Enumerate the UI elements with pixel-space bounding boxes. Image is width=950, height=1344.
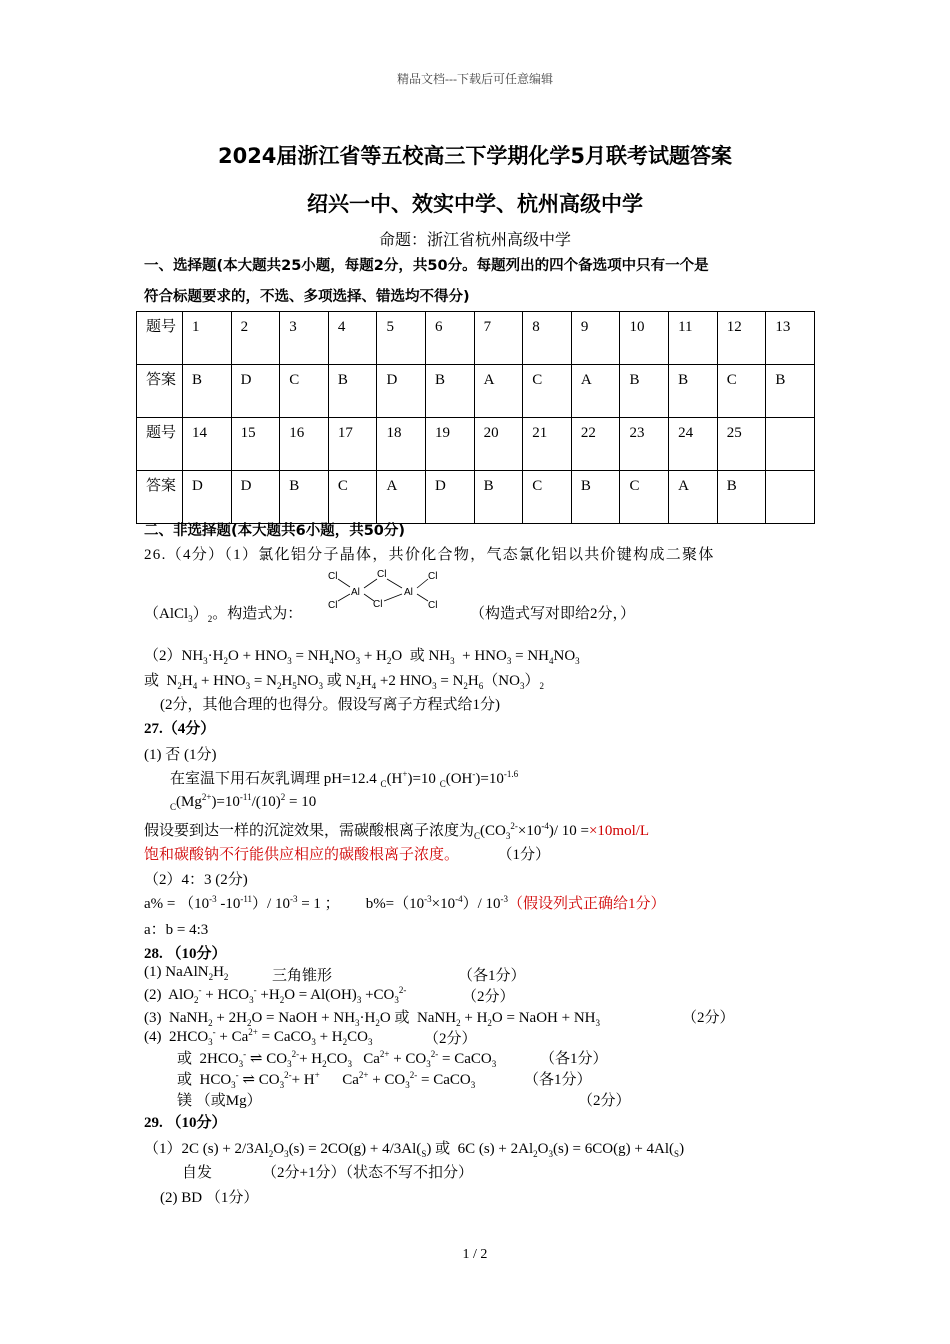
table-cell: D [231, 365, 280, 418]
sub: 2 [208, 972, 214, 982]
text: = 10 [285, 794, 317, 810]
text: ×10 [431, 896, 456, 912]
q26-line1: 26.（4分）（1）氯化铝分子晶体，共价化合物，气态氯化铝以共价键构成二聚体 [144, 547, 715, 563]
table-cell: 2 [231, 312, 280, 365]
q26-eq2: 或 $N_2H_4 + HNO_3 = N_2H_5NO_3$ 或 $N_2H_4 +2$ $HNO_3 = N_2H_6(NO_3)_2$ [144, 673, 544, 691]
sub: C [474, 831, 481, 841]
table-cell: D [231, 471, 280, 524]
table-cell: 11 [669, 312, 718, 365]
text: (1) NaAlN [144, 964, 209, 980]
text: (CO [480, 823, 506, 839]
table-cell: 9 [571, 312, 620, 365]
dimer-close: ） [192, 606, 208, 622]
table-cell: C [717, 365, 766, 418]
q29-p1-score: （2分+1分）（状态不写不扣分） [262, 1165, 473, 1181]
text: a% = （10 [144, 896, 210, 912]
table-cell: B [669, 365, 718, 418]
q28-p1 [144, 964, 228, 982]
table-cell: 5 [377, 312, 426, 365]
text: -10 [216, 896, 241, 912]
table-cell: A [377, 471, 426, 524]
table-cell: B [766, 365, 815, 418]
table-cell: D [377, 365, 426, 418]
table-cell: C [620, 471, 669, 524]
page-number: 1 / 2 [462, 1247, 488, 1262]
table-cell: 24 [669, 418, 718, 471]
q28-heading: 28. （10分） [144, 946, 227, 962]
cl-atom: Cl [328, 571, 338, 582]
table-cell: D [426, 471, 475, 524]
table-cell: A [474, 365, 523, 418]
q-label: 题号 [137, 312, 183, 365]
sup: 2- [510, 821, 518, 831]
table-cell: 17 [328, 418, 377, 471]
sub: C [439, 779, 446, 789]
table-cell: C [523, 365, 572, 418]
table-cell: 4 [328, 312, 377, 365]
q27-p2: （2）4：3 (2分) [144, 872, 248, 888]
q28-p2-score: （2分） [462, 989, 515, 1005]
table-row [137, 418, 815, 471]
table-cell: 7 [474, 312, 523, 365]
cl-atom: Cl [377, 569, 387, 580]
q27-ratio: a：b = 4:3 [144, 922, 209, 938]
q28-p4: (4) $2HCO_3^- + Ca^{2+}$ = CaCO$_3$ + $H_2CO_3$ [144, 1027, 373, 1047]
sup: - [472, 769, 476, 779]
table-cell: B [328, 365, 377, 418]
text: 在室温下用石灰乳调理 pH=12.4 [170, 771, 381, 787]
q28-p4-alt2-score: （各1分） [524, 1072, 592, 1088]
table-row [137, 365, 815, 418]
q27-co3-line [144, 819, 649, 841]
a-label: 答案 [137, 365, 183, 418]
schools-title: 绍兴一中、效实中学、杭州高级中学 [307, 192, 643, 216]
q28-p3-score: （2分） [682, 1010, 735, 1026]
text: /(10) [251, 794, 281, 810]
q28-p4-mg-score: （2分） [578, 1093, 631, 1109]
text: (OH [445, 771, 473, 787]
q28-p4-alt1-score: （各1分） [540, 1051, 608, 1067]
answer-table [136, 311, 815, 524]
q26-scoring: (2分，其他合理的也得分。假设写离子方程式给1分) [160, 697, 500, 713]
q27-a-b-line [144, 892, 666, 913]
table-cell: 13 [766, 312, 815, 365]
sub: 2 [223, 972, 229, 982]
header-note: 精品文档---下载后可任意编辑 [397, 72, 553, 86]
sup: -4 [541, 821, 549, 831]
q26-eq1: $(2)NH_3\cdot H_2O + HNO_3 = NH_4NO_3 + H_2O$ 或 $NH_3 + HNO_3 = NH_4NO_3$ [144, 648, 580, 666]
text: = 1 ； [297, 896, 340, 912]
text: ）/ 10 [252, 896, 290, 912]
text: (Mg [176, 794, 202, 810]
q27-heading: 27.（4分） [144, 721, 216, 737]
sup: -3 [209, 894, 217, 904]
q27-conclusion [144, 843, 550, 864]
cl-atom: Cl [328, 600, 338, 611]
text: )=10 [475, 771, 504, 787]
table-cell: C [523, 471, 572, 524]
sup: 2+ [201, 792, 212, 802]
text: ）/ 10 [462, 896, 501, 912]
sub: 3 [188, 614, 193, 624]
table-cell: 20 [474, 418, 523, 471]
q28-p1-score: （各1分） [458, 968, 526, 984]
sup: -3 [289, 894, 298, 904]
q27-p1: (1) 否 (1分) [144, 747, 217, 763]
sup: -11 [240, 894, 253, 904]
sup: -3 [500, 894, 509, 904]
al-atom: Al [351, 587, 360, 598]
al-atom: Al [404, 587, 413, 598]
setter-line: 命题：浙江省杭州高级中学 [378, 230, 571, 249]
table-cell: 8 [523, 312, 572, 365]
table-cell: 1 [183, 312, 232, 365]
struct-label: 。构造式为： [212, 606, 303, 622]
table-cell: 16 [280, 418, 329, 471]
sup: -4 [455, 894, 463, 904]
table-cell [766, 418, 815, 471]
sub: C [170, 802, 177, 812]
text: ×10 [517, 823, 542, 839]
section1-line2: 符合标题要求的，不选、多项选择、错选均不得分) [144, 289, 470, 305]
cl-atom: Cl [428, 600, 438, 611]
table-cell: B [183, 365, 232, 418]
q28-p4-score: （2分） [424, 1031, 477, 1047]
table-cell: 12 [717, 312, 766, 365]
text: )=10 [211, 794, 240, 810]
dimer-prefix: （AlCl [144, 606, 189, 622]
table-cell: 21 [523, 418, 572, 471]
q26-struct-note: （构造式写对即给2分，） [470, 606, 636, 622]
table-cell: C [328, 471, 377, 524]
table-cell: 3 [280, 312, 329, 365]
table-cell: B [571, 471, 620, 524]
section1-line1: 一、选择题(本大题共25小题，每题2分，共50分。每题列出的四个备选项中只有一个是 [144, 258, 709, 274]
table-cell: A [669, 471, 718, 524]
sup: -11 [239, 792, 252, 802]
q28-p4-mg: 镁 （或Mg） [177, 1093, 262, 1109]
q28-p4-alt2: 或 $HCO_3^-$ ⇌ $CO_3^{2-}+ H^+$ $Ca^{2+} + CO_3^{2-}$ = CaCO$_3$ [177, 1070, 476, 1090]
table-cell: A [571, 365, 620, 418]
q29-p2: (2) BD （1分） [160, 1190, 259, 1206]
a-label: 答案 [137, 471, 183, 524]
section2-heading: 二、非选择题(本大题共6小题，共50分) [144, 523, 406, 539]
table-cell: B [620, 365, 669, 418]
sup: 2 [280, 792, 286, 802]
sub: 3 [505, 831, 511, 841]
q27-mg-line [170, 792, 316, 812]
table-cell: 23 [620, 418, 669, 471]
red-text: （假设列式正确给1分） [508, 896, 666, 912]
table-row [137, 471, 815, 524]
table-cell: B [426, 365, 475, 418]
table-cell: 22 [571, 418, 620, 471]
text: H [213, 964, 224, 980]
table-row [137, 312, 815, 365]
q-label: 题号 [137, 418, 183, 471]
text: )=10 [407, 771, 440, 787]
q26-dimer [144, 602, 302, 624]
q28-p3: (3) NaNH$_2$ + $2H_2O$ = NaOH + $NH_3\cdot H_2O$ 或 NaNH$_2$ + $H_2O$ = NaOH + $NH_3$ [144, 1010, 600, 1028]
table-cell: B [717, 471, 766, 524]
table-cell: 6 [426, 312, 475, 365]
sup: -3 [424, 894, 432, 904]
al2cl6-structure-diagram [322, 567, 447, 612]
table-cell: D [183, 471, 232, 524]
q28-p4-alt1: 或 $2HCO_3^-$ ⇌ $CO_3^{2-}+ H_2CO_3$ $Ca^{2+} + CO_3^{2-}$ = CaCO$_3$ [177, 1049, 497, 1069]
text: (H [386, 771, 403, 787]
table-cell: C [280, 365, 329, 418]
table-cell: 18 [377, 418, 426, 471]
q28-shape: 三角锥形 [272, 968, 333, 984]
sub: C [380, 779, 387, 789]
table-cell: B [280, 471, 329, 524]
table-cell: 15 [231, 418, 280, 471]
red-text: 饱和碳酸钠不行能供应相应的碳酸根离子浓度。 [144, 847, 460, 863]
cl-atom: Cl [428, 571, 438, 582]
table-cell [766, 471, 815, 524]
table-cell: 19 [426, 418, 475, 471]
text: )/ 10 = [548, 823, 589, 839]
sup: + [402, 769, 408, 779]
q29-spontaneous: 自发 [182, 1165, 213, 1181]
q29-p1-eq: （1）2C $(s) + 2/3Al_2O_3(s) = 2CO(g) + 4/3Al(_S)$ 或 6C $(s) + 2Al_2O_3(s) = 6CO(g) + 4Al(_S)$ [144, 1141, 685, 1159]
page-title: 2024届浙江省等五校高三下学期化学5月联考试题答案 [217, 144, 733, 168]
text: b%=（10 [365, 896, 425, 912]
table-cell: 10 [620, 312, 669, 365]
score: （1分） [505, 847, 551, 863]
table-cell: 14 [183, 418, 232, 471]
q28-p2: (2) $AlO_2^- + HCO_3^- +H_2O = Al(OH)_3 +CO_3^{2-}$ [144, 985, 407, 1005]
sub: 2 [207, 614, 213, 624]
q27-ph-line [170, 767, 518, 789]
cl-atom: Cl [373, 599, 383, 610]
table-cell: B [474, 471, 523, 524]
table-cell: 25 [717, 418, 766, 471]
q29-heading: 29. （10分） [144, 1115, 227, 1131]
sup: -1.6 [503, 769, 519, 779]
text: 假设要到达一样的沉淀效果，需碳酸根离子浓度为 [144, 823, 475, 839]
red-text: ×10mol/L [588, 823, 650, 839]
